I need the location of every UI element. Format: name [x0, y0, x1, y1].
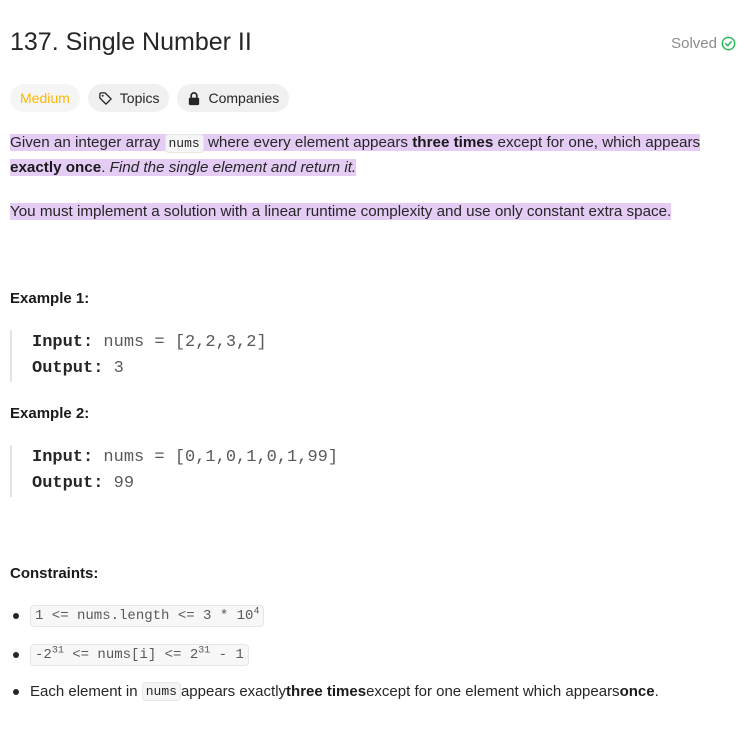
output-value: 3 [103, 359, 124, 378]
constraint-text: -2 [35, 647, 52, 663]
lock-icon [187, 91, 201, 106]
solved-label: Solved [671, 35, 717, 52]
companies-label: Companies [208, 90, 280, 106]
list-item [10, 682, 659, 701]
problem-statement [10, 131, 730, 224]
input-value: nums = [0,1,0,1,0,1,99] [93, 448, 339, 467]
input-label: Input: [32, 448, 94, 467]
inline-code-nums: nums [142, 682, 181, 701]
list-item [10, 605, 264, 627]
constraint-bold: three times [286, 683, 367, 700]
difficulty-badge: Medium [10, 84, 80, 112]
tag-icon [98, 91, 113, 106]
input-value: nums = [2,2,3,2] [93, 333, 267, 352]
statement-paragraph-2 [10, 200, 730, 224]
output-value: 99 [103, 474, 135, 493]
constraint-text: <= nums[i] <= 2 [63, 647, 199, 663]
example-2-output [32, 471, 338, 497]
topics-button[interactable] [88, 84, 170, 112]
output-label: Output: [32, 474, 104, 493]
problem-title[interactable]: 137. Single Number II [10, 28, 252, 56]
statement-text: Given an integer array [10, 134, 165, 151]
inline-code-nums: nums [165, 134, 204, 153]
input-label: Input: [32, 333, 94, 352]
example-2-title: Example 2: [10, 405, 90, 422]
statement-italic: Find the single element and return it. [109, 159, 357, 176]
title-row [10, 28, 740, 64]
example-2-input [32, 445, 338, 471]
bullet [13, 652, 19, 658]
example-1-title: Example 1: [10, 290, 90, 307]
solved-status [671, 35, 736, 52]
tag-row [10, 84, 289, 112]
constraint-bold: once [619, 683, 655, 700]
constraint-text: 1 <= nums.length <= 3 * 10 [35, 608, 254, 624]
constraint-sup: 4 [253, 606, 260, 618]
constraint-code [30, 605, 264, 627]
example-1-input [32, 330, 267, 356]
constraint-sup: 31 [198, 645, 211, 657]
list-item [10, 644, 249, 666]
example-2-block [10, 445, 338, 497]
bullet [13, 689, 19, 695]
constraint-text: except for one element which appears [366, 683, 620, 700]
statement-text: except for one, which appears [493, 134, 701, 151]
constraint-text: . [654, 683, 659, 700]
statement-text: where every element appears [203, 134, 413, 151]
constraint-sup: 31 [51, 645, 64, 657]
example-1-block [10, 330, 267, 382]
constraint-text: appears exactly [180, 683, 287, 700]
statement-text: You must implement a solution with a linear runtime complexity and use only constant extra space. [10, 203, 672, 220]
statement-text: . [101, 159, 110, 176]
constraint-code [30, 644, 249, 666]
companies-button[interactable] [177, 84, 289, 112]
example-1-output [32, 356, 267, 382]
check-circle-icon [721, 36, 736, 51]
topics-label: Topics [119, 90, 160, 106]
bullet [13, 613, 19, 619]
statement-paragraph-1 [10, 131, 730, 180]
statement-bold: exactly once [10, 159, 102, 176]
constraint-text: - 1 [210, 647, 244, 663]
constraints-title: Constraints: [10, 565, 99, 582]
output-label: Output: [32, 359, 104, 378]
constraint-text: Each element in [30, 683, 138, 700]
statement-bold: three times [412, 134, 494, 151]
